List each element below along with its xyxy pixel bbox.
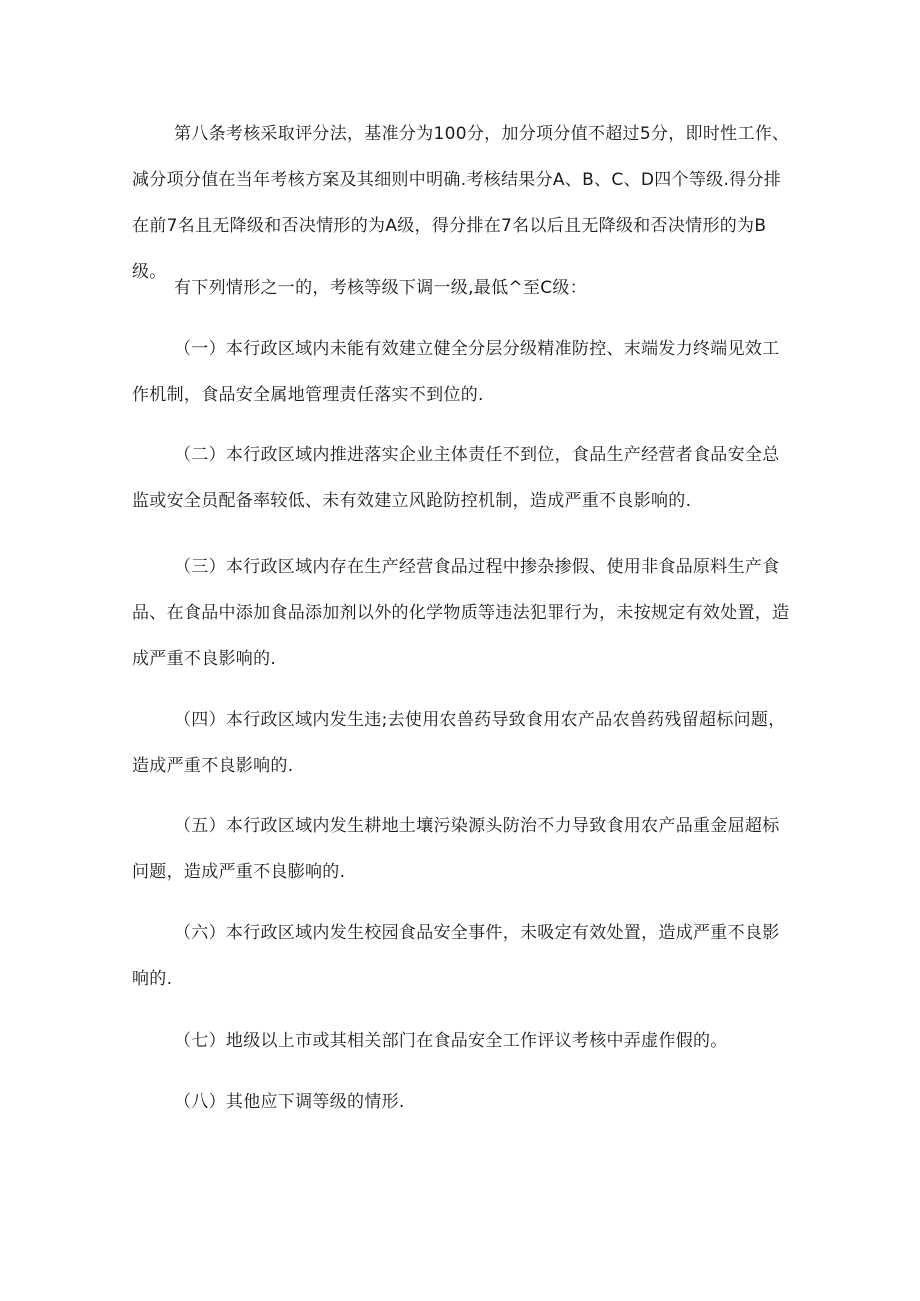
paragraph-downgrade-intro: 有下列情形之一的，考核等级下调一级,最低^至C级：	[174, 278, 588, 298]
paragraph-item-4: （四）本行政区域内发生违;去使用农兽药导致食用农产品农兽药残留超标问题，造成严重不良影响的.	[132, 710, 786, 776]
paragraph-item-1: （一）本行政区域内未能有效建立健全分层分级精准防控、末端发力终端见效工作机制，食品安全属地管理责任落实不到位的.	[132, 339, 780, 405]
paragraph-item-6: （六）本行政区域内发生校园食品安全事件，未吸定有效处置，造成严重不良影响的.	[132, 923, 780, 989]
paragraph-item-5: （五）本行政区域内发生耕地土壤污染源头防治不力导致食用农产品重金屈超标问题，造成严重不良膨响的.	[132, 816, 780, 882]
paragraph-item-2: （二）本行政区域内推进落实企业主体责任不到位，食品生产经营者食品安全总监或安全员配备率较低、未有效建立风跄防控机制，造成严重不良影响的.	[132, 445, 780, 511]
paragraph-item-8: （八）其他应下调等级的情形.	[174, 1092, 405, 1112]
paragraph-article-8: 第八条考核采取评分法，基准分为100分，加分项分值不超过5分，即时性工作、减分项分值在当年考核方案及其细则中明确.考核结果分A、B、C、D四个等级.得分排在前7名且无降级和否决情形的为A级，得分排在7名以后且无降级和否决情形的为B级。	[132, 124, 790, 282]
paragraph-item-7: （七）地级以上市或其相关部门在食品安全工作评议考核中弄虚作假的。	[174, 1031, 728, 1051]
paragraph-item-3: （三）本行政区域内存在生产经营食品过程中掺杂掺假、使用非食品原料生产食品、在食品中添加食品添加剂以外的化学物质等违法犯罪行为，未按规定有效处置，造成严重不良影响的.	[132, 557, 790, 669]
